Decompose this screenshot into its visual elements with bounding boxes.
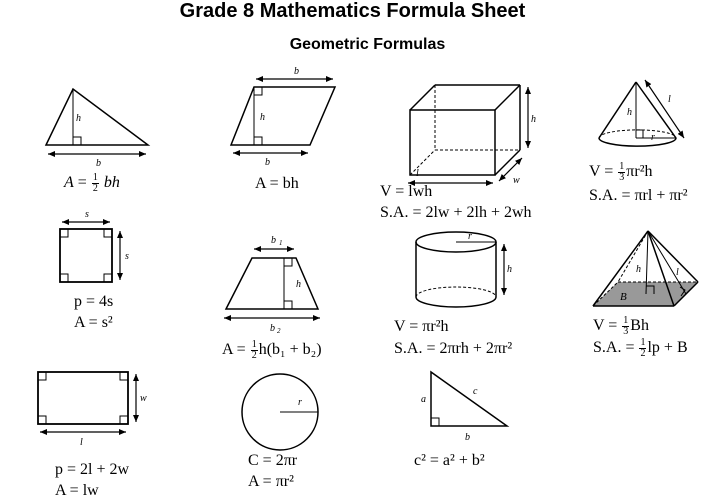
- cone-height-label: h: [627, 107, 632, 118]
- cylinder-figure: [416, 232, 504, 307]
- cone-surface-area-formula: S.A. = πrl + πr²: [589, 187, 688, 204]
- right-triangle-figure: [431, 372, 507, 426]
- trapezoid-height-label: h: [296, 279, 301, 290]
- pythagorean-formula: c² = a² + b²: [414, 452, 485, 469]
- section-subtitle: Geometric Formulas: [289, 36, 446, 53]
- circle-radius-label: r: [298, 397, 302, 408]
- parallelogram-figure: [231, 79, 335, 153]
- square-area-formula: A = s²: [74, 314, 113, 331]
- trapezoid-base-label: b: [270, 323, 275, 334]
- cylinder-volume-formula: V = πr²h: [394, 318, 449, 335]
- square-perimeter-formula: p = 4s: [74, 293, 114, 310]
- cone-slant-label: l: [668, 94, 671, 105]
- cylinder-height-label: h: [507, 264, 512, 275]
- rectangular-prism-figure: [408, 85, 528, 183]
- rectangle-length-label: l: [80, 437, 83, 448]
- prism-surface-area-formula: S.A. = 2lw + 2lh + 2wh: [380, 204, 532, 221]
- square-top-label: s: [85, 209, 89, 220]
- circle-area-formula: A = πr²: [248, 473, 294, 490]
- parallelogram-height-label: h: [260, 112, 265, 123]
- cone-figure: [599, 80, 684, 146]
- triangle-base-label: b: [96, 158, 101, 169]
- pyramid-volume-formula: V = $\frac{1}{3}$ Bh: [593, 315, 649, 337]
- trapezoid-figure: [224, 249, 320, 318]
- parallelogram-base-label: b: [265, 157, 270, 168]
- prism-height-label: h: [531, 114, 536, 125]
- cone-radius-label: r: [651, 132, 655, 143]
- hypotenuse-c-label: c: [473, 386, 478, 397]
- triangle-height-label: h: [76, 113, 81, 124]
- leg-a-label: a: [421, 394, 426, 405]
- circle-figure: [242, 374, 318, 450]
- rectangle-width-label: w: [140, 393, 147, 404]
- rectangle-perimeter-formula: p = 2l + 2w: [55, 461, 130, 478]
- circle-circumference-formula: C = 2πr: [248, 452, 298, 469]
- cylinder-radius-label: r: [468, 231, 472, 242]
- parallelogram-top-label: b: [294, 66, 299, 77]
- square-side-label: s: [125, 251, 129, 262]
- leg-b-label: b: [465, 432, 470, 443]
- pyramid-figure: [593, 231, 698, 306]
- page-title: Grade 8 Mathematics Formula Sheet: [179, 0, 526, 22]
- prism-volume-formula: V = lwh: [380, 183, 433, 200]
- rectangle-area-formula: A = lw: [55, 482, 99, 499]
- triangle-figure: [46, 89, 148, 154]
- pyramid-base-label: B: [620, 291, 627, 303]
- cone-volume-formula: V = $\frac{1}{3}$ πr²h: [589, 161, 653, 183]
- cylinder-surface-area-formula: S.A. = 2πrh + 2πr²: [394, 340, 513, 357]
- prism-length-label: l: [416, 168, 419, 179]
- trapezoid-base-subscript: 2: [277, 327, 281, 335]
- trapezoid-top-subscript: 1: [279, 239, 283, 247]
- pyramid-height-label: h: [636, 264, 641, 275]
- parallelogram-area-formula: A = bh: [255, 175, 299, 192]
- pyramid-slant-label: l: [676, 267, 679, 278]
- triangle-area-formula: A = $\frac{1}{2}$ bh: [64, 172, 120, 194]
- trapezoid-top-label: b: [271, 235, 276, 246]
- prism-width-label: w: [513, 175, 520, 186]
- rectangle-figure: [38, 372, 136, 432]
- pyramid-surface-area-formula: S.A. = $\frac{1}{2}$ lp + B: [593, 337, 688, 359]
- trapezoid-area-formula: A = $\frac{1}{2}$ h(b₁ + b₂): [222, 339, 322, 361]
- square-figure: [60, 222, 120, 282]
